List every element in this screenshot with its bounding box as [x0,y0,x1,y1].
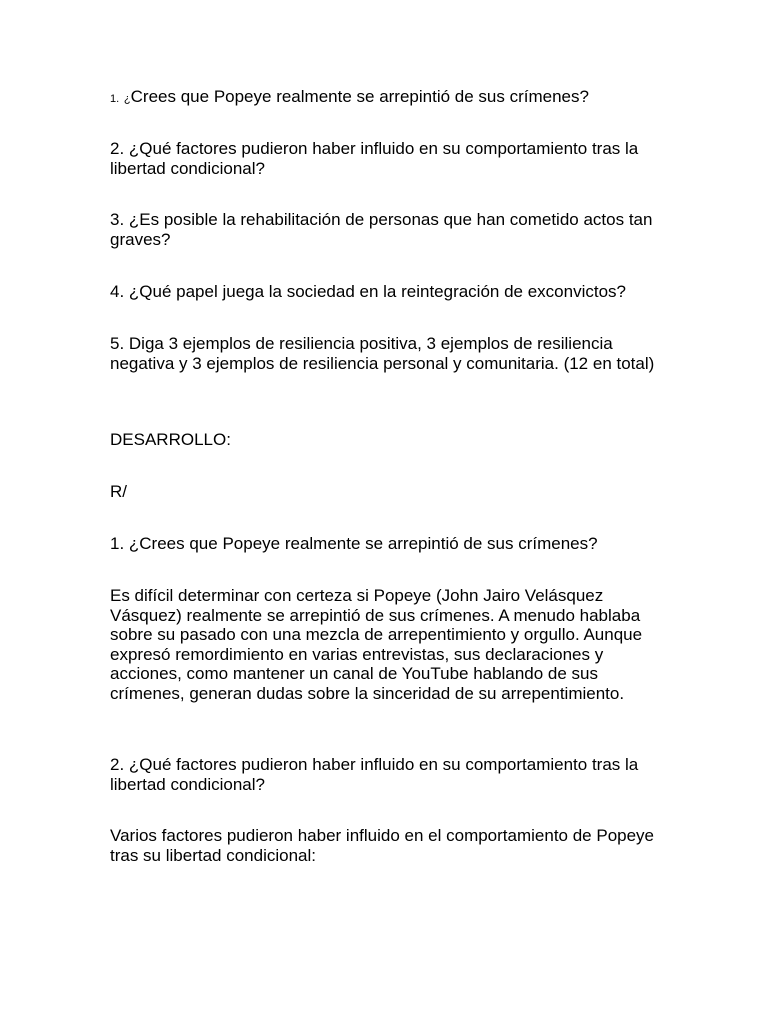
development-heading: DESARROLLO: [110,430,231,449]
question-1 [110,87,670,110]
answer-1-question: 1. ¿Crees que Popeye realmente se arrepintió de sus crímenes? [110,534,598,553]
question-2: 2. ¿Qué factores pudieron haber influido en su comportamiento tras la libertad condicional? [110,139,639,178]
response-marker: R/ [110,482,127,501]
question-5: 5. Diga 3 ejemplos de resiliencia positiva, 3 ejemplos de resiliencia negativa y 3 ejemplos de resiliencia personal y comunitaria. (12 en total) [110,334,655,373]
question-1-number: 1. [110,93,120,105]
answer-2-question: 2. ¿Qué factores pudieron haber influido en su comportamiento tras la libertad condicional? [110,755,639,794]
answer-2-text: Varios factores pudieron haber influido en el comportamiento de Popeye tras su libertad condicional: [110,826,655,865]
question-3: 3. ¿Es posible la rehabilitación de personas que han cometido actos tan graves? [110,210,653,249]
question-1-text: Crees que Popeye realmente se arrepintió de sus crímenes? [130,87,589,106]
answer-1-text: Es difícil determinar con certeza si Popeye (John Jairo Velásquez Vásquez) realmente se arrepintió de sus crímenes. A menudo hablaba sobre su pasado con una mezcla de arrepentimiento y orgullo. Aunque expresó remordimiento en varias entrevistas, sus declaraciones y acciones, como mantener un canal de YouTube hablando de sus crímenes, generan dudas sobre la sinceridad de su arrepentimiento. [110,586,643,703]
question-4: 4. ¿Qué papel juega la sociedad en la reintegración de exconvictos? [110,282,627,301]
question-1-mark: ¿ [123,93,131,105]
